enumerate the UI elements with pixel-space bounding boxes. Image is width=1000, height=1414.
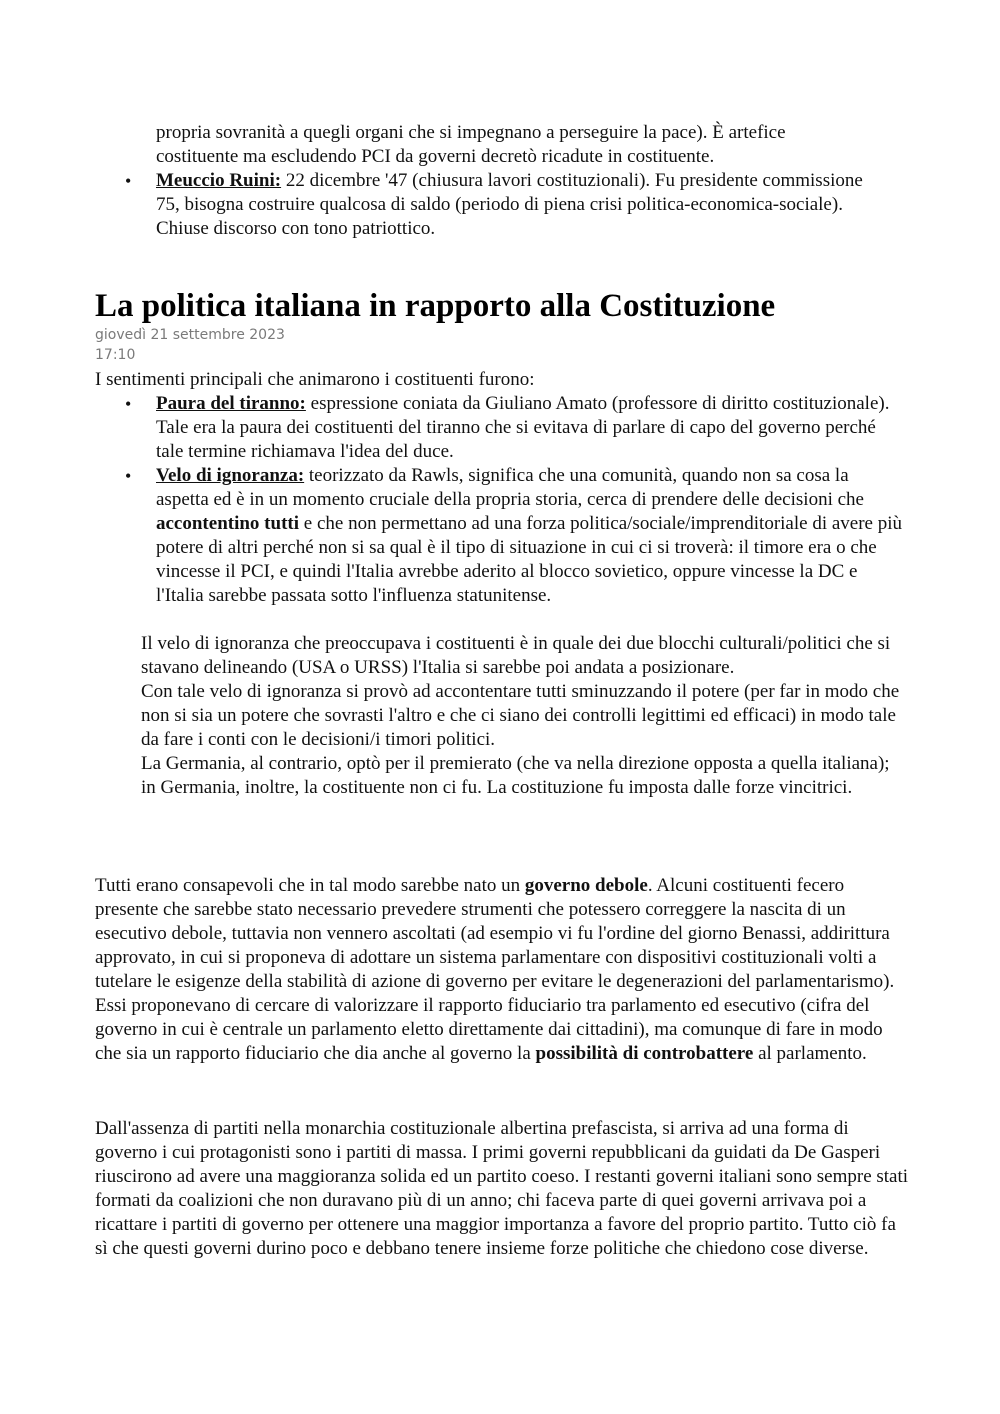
intro-line: I sentimenti principali che animarono i costituenti furono: <box>95 369 535 390</box>
paragraph-partiti: Dall'assenza di partiti nella monarchia costituzionale albertina prefascista, si arriva ad una forma di governo i cui protagonisti sono i partiti di massa. I primi governi repubblicani da guidati da De Gasperi riuscirono ad avere una maggioranza solida ed un partito coeso. I restanti governi italiani sono sempre stati formati da coalizioni che non duravano più di un anno; chi faceva parte di quei governi arrivava poi a ricattare i partiti di governo per ottenere una maggior importanza a favore del proprio partito. Tutto ciò fa sì che questi governi durino poco e debbano tenere insieme forze politiche che chiedono cose diverse. <box>95 1118 909 1259</box>
list-item-velo-di-ignoranza <box>125 464 906 608</box>
list-item-meuccio-ruini <box>125 169 891 241</box>
page-title: La politica italiana in rapporto alla Costituzione <box>95 288 776 324</box>
governo-text-after: al parlamento. <box>753 1043 867 1064</box>
note-date: giovedì 21 settembre 2023 <box>95 327 285 343</box>
bullet-dot-icon: • <box>125 171 132 191</box>
continuation-line-1: propria sovranità a quegli organi che si impegnano a perseguire la pace). È artefice <box>156 122 786 143</box>
indented-paragraphs <box>141 632 901 800</box>
governo-text-before: Tutti erano consapevoli che in tal modo sarebbe nato un <box>95 875 525 896</box>
governo-bold-debole: governo debole <box>524 875 648 896</box>
term-paura-del-tiranno: Paura del tiranno: <box>156 393 306 414</box>
velo-text-after: e che non permettano ad una forza politica/sociale/imprenditoriale di avere più potere di altri perché non si sa qual è il tipo di situazione in cui ci si troverà: il timore era o che vincesse il PCI, e quindi l'Italia avrebbe aderito al blocco sovietico, oppure vincesse la DC e l'Italia sarebbe passata sotto l'influenza statunitense. <box>156 513 903 606</box>
previous-item-continuation <box>156 121 896 169</box>
top-bullet-list <box>125 169 891 241</box>
term-velo-di-ignoranza: Velo di ignoranza: <box>156 465 305 486</box>
governo-text-middle: . Alcuni costituenti fecero presente che sarebbe stato necessario prevedere strumenti che potessero correggere la nascita di un esecutivo debole, tuttavia non vennero ascoltati (ad esempio vi fu l'ordine del giorno Benassi, addirittura approvato, in cui si proponeva di adottare un sistema parlamentare con dispositivi costituzionali volti a tutelare le esigenze della stabilità di azione di governo per evitare le degenerazioni del parlamentarismo). Essi proponevano di cercare di valorizzare il rapporto fiduciario tra parlamento ed esecutivo (cifra del governo in cui è centrale un parlamento eletto direttamente dai cittadini), ma comunque di fare in modo che sia un rapporto fiduciario che dia anche al governo la <box>95 875 895 1064</box>
governo-bold-controbattere: possibilità di controbattere <box>535 1043 754 1064</box>
indented-paragraph-1: Il velo di ignoranza che preoccupava i costituenti è in quale dei due blocchi culturali/politici che si stavano delineando (USA o URSS) l'Italia si sarebbe poi andata a posizionare. <box>141 633 891 678</box>
bullet-dot-icon: • <box>125 394 132 414</box>
list-item-paura-del-tiranno <box>125 392 906 464</box>
indented-paragraph-2: Con tale velo di ignoranza si provò ad accontentare tutti sminuzzando il potere (per far in modo che non si sia un potere che sovrasti l'altro e che ci siano dei controlli legittimi ed efficaci) in modo tale da fare i conti con le decisioni/i timori politici. <box>141 681 900 750</box>
note-header <box>95 287 975 365</box>
bullet-dot-icon: • <box>125 466 132 486</box>
paura-del-tiranno-text: espressione coniata da Giuliano Amato (professore di diritto costituzionale). Tale era la paura dei costituenti del tiranno che si evitava di parlare di capo del governo perché tale termine richiamava l'idea del duce. <box>156 393 890 462</box>
velo-text-before: teorizzato da Rawls, significa che una comunità, quando non sa cosa la aspetta ed è in un momento cruciale della propria storia, cerca di prendere delle decisioni che <box>156 465 864 510</box>
sentiments-bullet-list <box>125 392 906 608</box>
paragraph-governo-debole <box>95 874 910 1066</box>
note-time: 17:10 <box>95 347 136 363</box>
velo-bold-accontentino: accontentino tutti <box>156 513 300 534</box>
term-meuccio-ruini: Meuccio Ruini: <box>156 170 282 191</box>
meuccio-ruini-text: 22 dicembre '47 (chiusura lavori costituzionali). Fu presidente commissione 75, bisogna costruire qualcosa di saldo (periodo di piena crisi politica-economica-sociale). Chiuse discorso con tono patriottico. <box>156 170 863 239</box>
indented-paragraph-3: La Germania, al contrario, optò per il premierato (che va nella direzione opposta a quella italiana); in Germania, inoltre, la costituente non ci fu. La costituzione fu imposta dalle forze vincitrici. <box>141 753 890 798</box>
continuation-line-2: costituente ma escludendo PCI da governi decretò ricadute in costituente. <box>156 146 715 167</box>
